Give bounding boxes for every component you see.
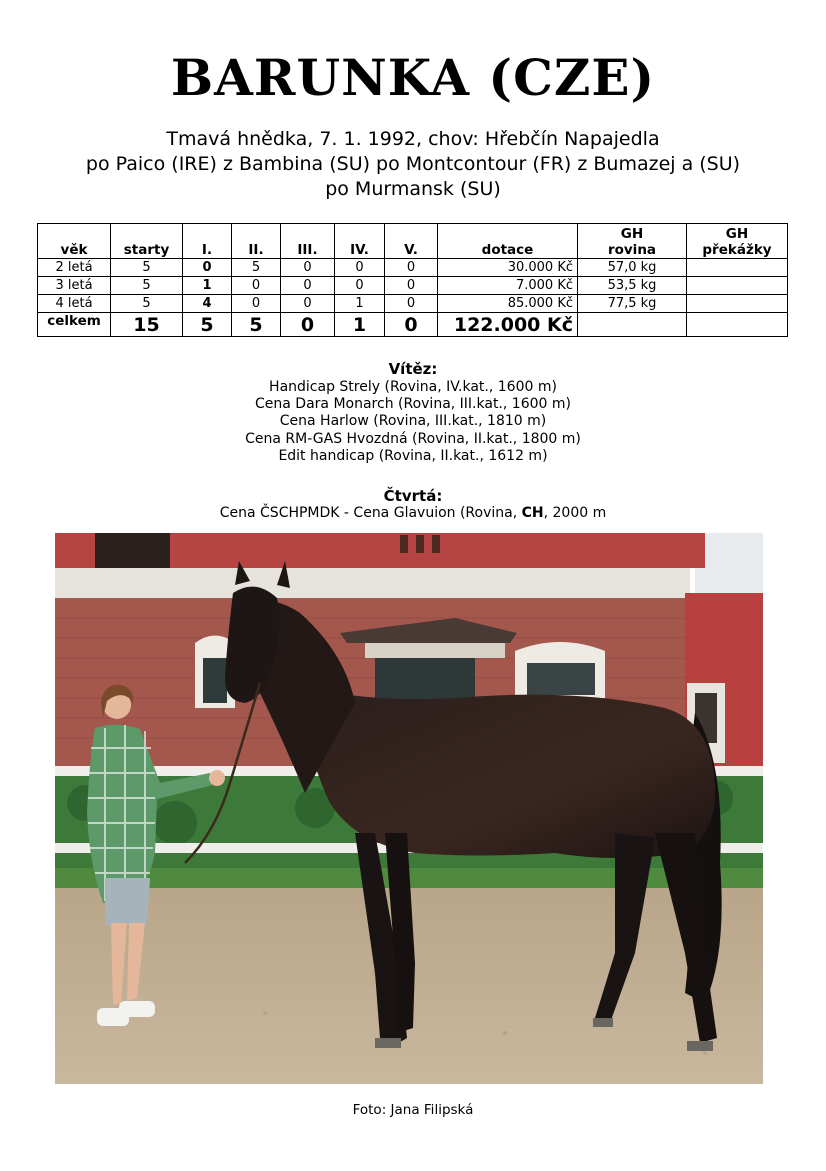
cell-age: 3 letá: [38, 277, 111, 295]
photo-caption: Foto: Jana Filipská: [352, 1102, 474, 1118]
total-row: [38, 313, 788, 337]
cell-place-2: 5: [232, 259, 281, 277]
table-header-row: [38, 224, 788, 259]
cell-gh-flat: 57,0 kg: [578, 259, 687, 277]
header-place-5: V.: [385, 224, 438, 259]
cell-prize: 30.000 Kč: [438, 259, 578, 277]
cell-gh-flat: 77,5 kg: [578, 295, 687, 313]
winner-race-list: [0, 379, 826, 465]
horse-photo: [55, 533, 763, 1084]
total-label: celkem: [38, 313, 111, 337]
cell-place-1: 0: [183, 259, 232, 277]
race-record-table: [37, 223, 788, 337]
cell-place-2: 0: [232, 295, 281, 313]
header-gh-flat-line1: GH: [620, 226, 644, 242]
cell-place-1: 1: [183, 277, 232, 295]
cell-starts: 5: [111, 259, 183, 277]
header-prize: dotace: [438, 224, 578, 259]
total-prize: 122.000 Kč: [438, 313, 578, 337]
total-place-1: 5: [183, 313, 232, 337]
cell-place-1: 4: [183, 295, 232, 313]
list-item: Edit handicap (Rovina, II.kat., 1612 m): [278, 447, 548, 464]
cell-prize: 85.000 Kč: [438, 295, 578, 313]
total-place-4: 1: [335, 313, 385, 337]
cell-place-4: 0: [335, 277, 385, 295]
cell-starts: 5: [111, 277, 183, 295]
header-gh-flat: [578, 224, 687, 259]
header-place-4: IV.: [335, 224, 385, 259]
header-gh-jump-line2: překážky: [702, 242, 772, 258]
cell-place-2: 0: [232, 277, 281, 295]
horse-name-title: BARUNKA (CZE): [170, 48, 656, 107]
header-gh-jump: [687, 224, 788, 259]
cell-gh-jump: [687, 259, 788, 277]
cell-place-5: 0: [385, 295, 438, 313]
table-row: [38, 295, 788, 313]
cell-place-5: 0: [385, 259, 438, 277]
list-item: Cena Harlow (Rovina, III.kat., 1810 m): [279, 413, 547, 430]
cell-age: 4 letá: [38, 295, 111, 313]
fourth-race-prefix: Cena ČSCHPMDK - Cena Glavuion (Rovina,: [219, 505, 522, 521]
cell-place-3: 0: [281, 259, 335, 277]
cell-place-4: 1: [335, 295, 385, 313]
fourth-race: [0, 505, 826, 521]
cell-place-3: 0: [281, 277, 335, 295]
header-gh-flat-line2: rovina: [607, 242, 657, 258]
header-place-1: I.: [183, 224, 232, 259]
list-item: Handicap Strely (Rovina, IV.kat., 1600 m): [269, 379, 557, 395]
table-row: [38, 259, 788, 277]
info-line-3: po Murmansk (SU): [325, 178, 501, 200]
header-gh-jump-line1: GH: [725, 226, 749, 242]
table-row: [38, 277, 788, 295]
cell-place-3: 0: [281, 295, 335, 313]
cell-starts: 5: [111, 295, 183, 313]
fourth-race-suffix: , 2000 m: [543, 505, 607, 521]
winner-heading: Vítěz:: [388, 360, 438, 378]
header-starts: starty: [111, 224, 183, 259]
total-starts: 15: [111, 313, 183, 337]
header-place-2: II.: [232, 224, 281, 259]
info-line-2: po Paico (IRE) z Bambina (SU) po Montcontour (FR) z Bumazej a (SU): [85, 153, 741, 175]
header-place-3: III.: [281, 224, 335, 259]
cell-place-5: 0: [385, 277, 438, 295]
cell-gh-jump: [687, 277, 788, 295]
cell-place-4: 0: [335, 259, 385, 277]
fourth-race-category: CH: [521, 505, 544, 521]
total-gh-flat: [578, 313, 687, 337]
cell-gh-jump: [687, 295, 788, 313]
list-item: Cena RM-GAS Hvozdná (Rovina, II.kat., 1800 m): [245, 430, 581, 447]
total-place-3: 0: [281, 313, 335, 337]
list-item: Cena Dara Monarch (Rovina, III.kat., 1600 m): [255, 396, 571, 413]
total-gh-jump: [687, 313, 788, 337]
info-line-1: Tmavá hnědka, 7. 1. 1992, chov: Hřebčín Napajedla: [166, 128, 660, 150]
cell-age: 2 letá: [38, 259, 111, 277]
total-place-2: 5: [232, 313, 281, 337]
cell-gh-flat: 53,5 kg: [578, 277, 687, 295]
total-place-5: 0: [385, 313, 438, 337]
fourth-heading: Čtvrtá:: [383, 487, 443, 505]
header-age: věk: [38, 224, 111, 259]
cell-prize: 7.000 Kč: [438, 277, 578, 295]
